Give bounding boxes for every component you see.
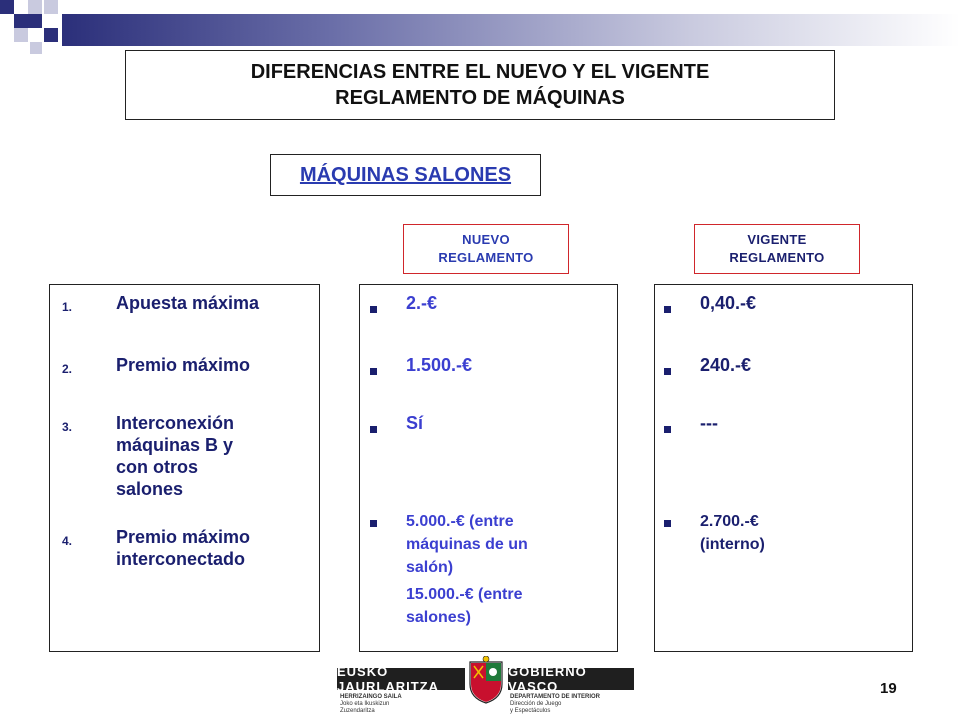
slide-title-line2: REGLAMENTO DE MÁQUINAS — [335, 87, 625, 109]
deco-square-4 — [44, 0, 58, 14]
bullet-square-icon — [370, 520, 377, 527]
footer-right-dept-line2: Dirección de Juego — [510, 701, 562, 707]
header-nuevo-reglamento — [403, 224, 569, 274]
deco-square-3 — [28, 0, 42, 14]
footer-right-dept-line3: y Espectáculos — [510, 708, 551, 714]
bullet-square-icon — [664, 426, 671, 433]
section-subtitle: MÁQUINAS SALONES — [270, 154, 541, 196]
criteria-num-2: 2. — [62, 362, 73, 376]
criteria-label-3-line1: Interconexión — [116, 413, 235, 433]
header-vigente-line2: REGLAMENTO — [729, 250, 825, 265]
deco-square-1 — [0, 0, 14, 14]
footer-left-dept — [340, 694, 402, 715]
criteria-label-3-line4: salones — [116, 479, 184, 499]
criteria-num-3: 3. — [62, 420, 73, 434]
deco-square-7 — [14, 28, 28, 42]
footer-right-dept — [510, 694, 600, 715]
criteria-label-2: Premio máximo — [116, 355, 251, 375]
nuevo-value-4-line1: 5.000.-€ (entre — [406, 513, 514, 530]
vigente-value-2: 240.-€ — [700, 355, 752, 375]
nuevo-value-1: 2.-€ — [406, 293, 438, 313]
bullet-square-icon — [664, 306, 671, 313]
footer-left-org: EUSKO JAURLARITZA — [337, 664, 439, 694]
footer-right-dept-line1: DEPARTAMENTO DE INTERIOR — [510, 694, 601, 700]
criteria-label-4-line2: interconectado — [116, 549, 246, 569]
page-number: 19 — [880, 680, 897, 697]
bullet-square-icon — [370, 306, 377, 313]
bullet-square-icon — [370, 426, 377, 433]
slide-title-line1: DIFERENCIAS ENTRE EL NUEVO Y EL VIGENTE — [250, 61, 710, 83]
vigente-value-3: --- — [700, 413, 718, 433]
nuevo-value-4-line3: salón) — [406, 559, 454, 576]
footer-org-bar-left — [337, 664, 465, 694]
criteria-label-4 — [116, 526, 250, 570]
footer-left-dept-line1: HERRIZAINGO SAILA — [340, 694, 402, 700]
footer-org-bar-right — [508, 664, 634, 694]
deco-square-2 — [14, 0, 28, 14]
bullet-square-icon — [664, 520, 671, 527]
criteria-label-3-line3: con otros — [116, 457, 199, 477]
deco-square-8 — [44, 28, 58, 42]
vigente-value-4-line1: 2.700.-€ — [700, 513, 759, 530]
nuevo-value-2: 1.500.-€ — [406, 355, 473, 375]
criteria-label-1: Apuesta máxima — [116, 293, 260, 313]
vigente-column — [654, 284, 913, 652]
vigente-value-4-line2: (interno) — [700, 536, 765, 553]
slide-title — [125, 50, 835, 120]
header-vigente-line1: VIGENTE — [747, 232, 807, 247]
nuevo-value-4-line5: salones) — [406, 609, 471, 626]
criteria-num-1: 1. — [62, 300, 73, 314]
basque-coat-of-arms-icon — [466, 656, 506, 704]
top-gradient-bar — [62, 14, 960, 46]
footer-right-org: GOBIERNO VASCO — [508, 664, 587, 694]
criteria-label-4-line1: Premio máximo — [116, 527, 251, 547]
header-nuevo-line2: REGLAMENTO — [438, 250, 534, 265]
vigente-value-4 — [700, 510, 765, 556]
bullet-square-icon — [664, 368, 671, 375]
nuevo-value-4 — [406, 510, 528, 629]
deco-square-6 — [28, 14, 42, 28]
vigente-value-1: 0,40.-€ — [700, 293, 757, 313]
deco-square-5 — [14, 14, 28, 28]
header-nuevo-line1: NUEVO — [462, 232, 510, 247]
header-vigente-reglamento — [694, 224, 860, 274]
footer-left-dept-line3: Zuzendaritza — [340, 708, 375, 714]
criteria-label-3 — [116, 412, 234, 500]
criteria-num-4: 4. — [62, 534, 73, 548]
nuevo-value-3: Sí — [406, 413, 424, 433]
bullet-square-icon — [370, 368, 377, 375]
deco-square-9 — [30, 42, 42, 54]
footer-left-dept-line2: Joko eta Ikuskizun — [340, 701, 390, 707]
nuevo-value-4-line4: 15.000.-€ (entre — [406, 586, 523, 603]
criteria-label-3-line2: máquinas B y — [116, 435, 234, 455]
nuevo-value-4-line2: máquinas de un — [406, 536, 528, 553]
